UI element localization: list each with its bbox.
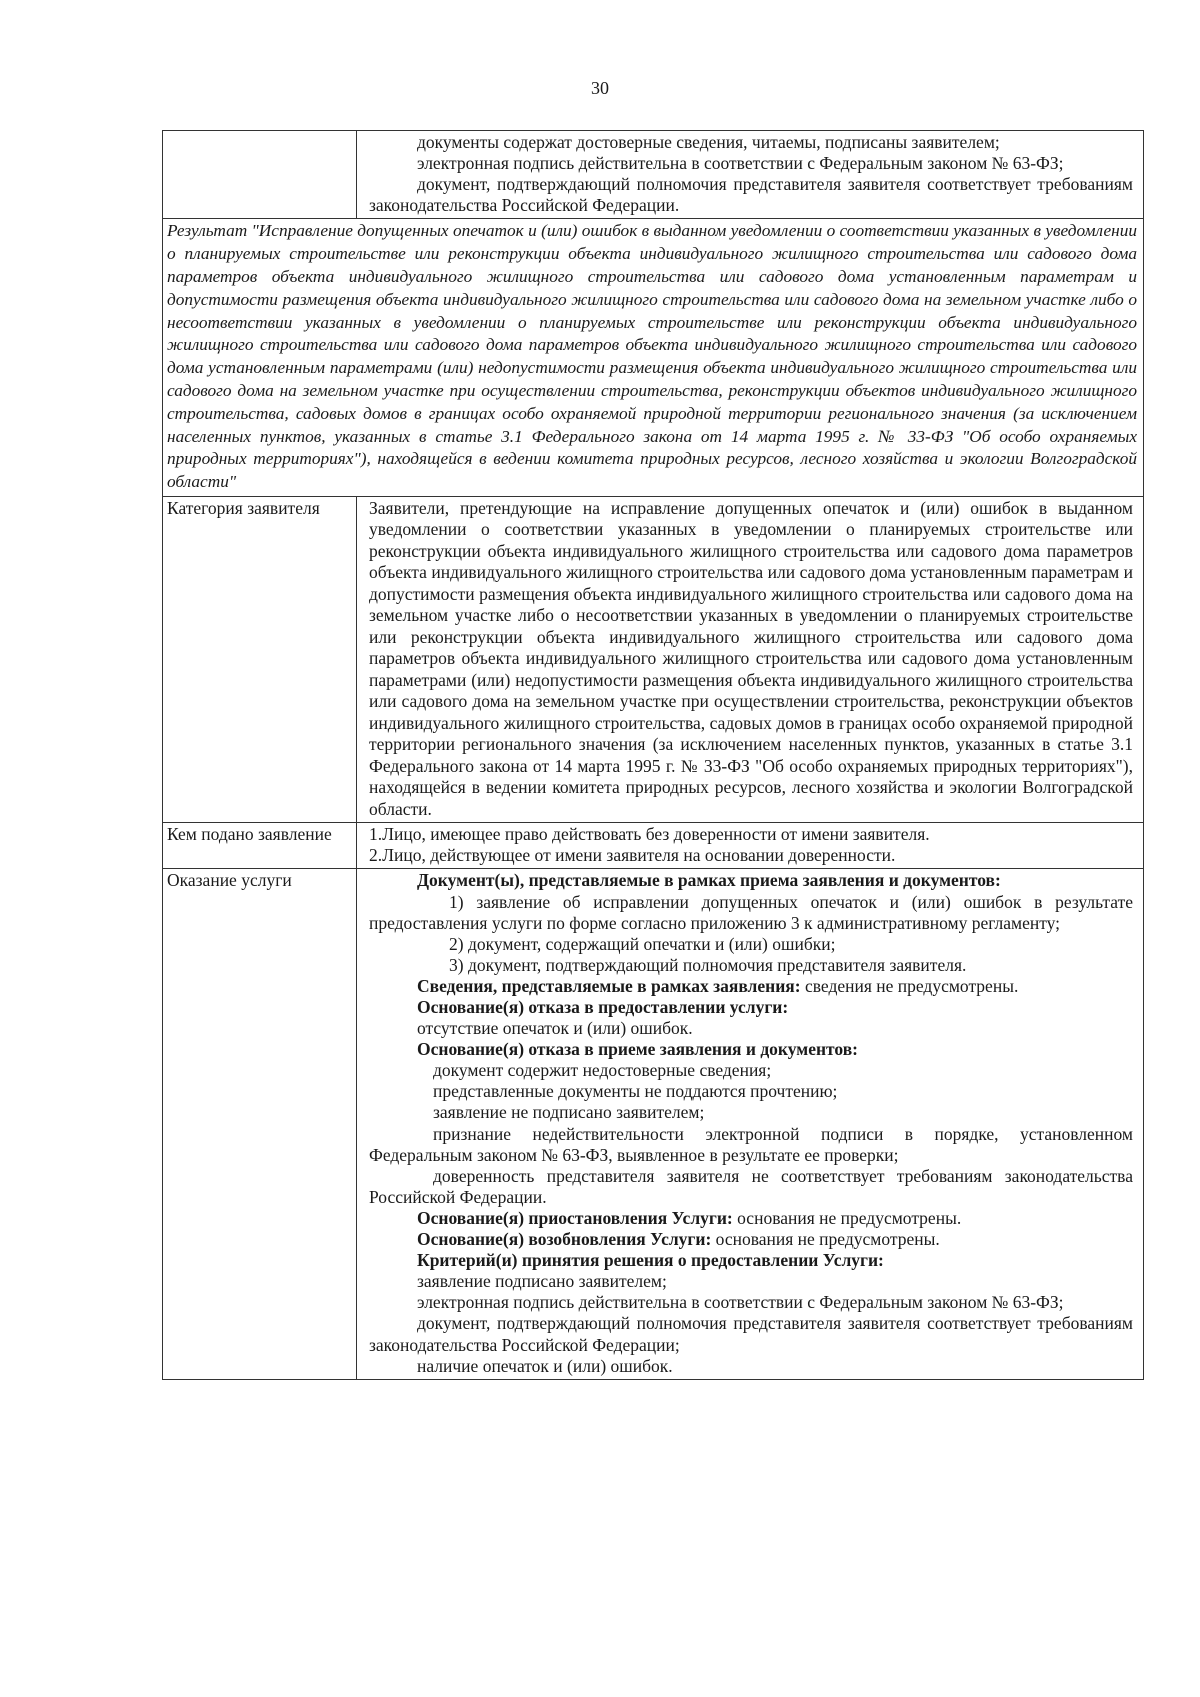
list-item: представленные документы не поддаются прочтению; [433, 1081, 838, 1102]
table-row [162, 219, 1144, 497]
document-table [162, 130, 1144, 1380]
list-item: 1) заявление об исправлении допущенных опечаток и (или) ошибок в результате предоставления услуги по форме согласно приложению 3 к административному регламенту; [369, 891, 1133, 933]
list-item: документ содержит недостоверные сведения; [433, 1060, 772, 1081]
docs-heading: Документ(ы), представляемые в рамках приема заявления и документов: [417, 870, 1001, 891]
applicant-cell [357, 823, 1143, 868]
info-text: сведения не предусмотрены. [800, 975, 1019, 996]
list-item: доверенность представителя заявителя не соответствует требованиям законодательства Российской Федерации. [369, 1165, 1133, 1207]
list-item: наличие опечаток и (или) ошибок. [417, 1355, 673, 1376]
page-number: 30 [591, 78, 609, 98]
list-item: признание недействительности электронной подписи в порядке, установленном Федеральным законом № 63-ФЗ, выявленное в результате ее проверки; [369, 1123, 1133, 1165]
list-item: отсутствие опечаток и (или) ошибок. [417, 1018, 693, 1039]
table-row [162, 497, 1144, 824]
suspend-text: основания не предусмотрены. [732, 1207, 962, 1228]
list-item: 3) документ, подтверждающий полномочия представителя заявителя. [449, 954, 967, 975]
table-row [162, 823, 1144, 869]
info-line [369, 976, 1133, 997]
list-item: электронная подпись действительна в соответствии с Федеральным законом № 63-ФЗ; [417, 1292, 1064, 1313]
table-row [162, 869, 1144, 1379]
suspend-heading: Основание(я) приостановления Услуги: [417, 1207, 733, 1228]
service-cell [357, 869, 1143, 1378]
service-label: Оказание услуги [163, 869, 357, 1378]
list-item: заявление подписано заявителем; [417, 1271, 667, 1292]
resume-heading: Основание(я) возобновления Услуги: [417, 1229, 712, 1250]
empty-cell [163, 131, 357, 218]
applicant-label: Кем подано заявление [163, 823, 357, 868]
list-item: 2) документ, содержащий опечатки и (или) ошибки; [449, 933, 836, 954]
table-row [162, 130, 1144, 219]
criteria-heading: Критерий(и) принятия решения о предоставлении Услуги: [417, 1250, 884, 1271]
list-item: 2.Лицо, действующее от имени заявителя на основании доверенности. [369, 845, 896, 866]
list-item: документ, подтверждающий полномочия представителя заявителя соответствует требованиям законодательства Российской Федерации; [369, 1313, 1133, 1355]
result-text: Результат "Исправление допущенных опечаток и (или) ошибок в выданном уведомлении о соответствии указанных в уведомлении о планируемых строительстве или реконструкции объекта индивидуального жилищного строительства или садового дома параметров объекта индивидуального жилищного строительства или садового дома установленным параметрам и допустимости размещения объекта индивидуального жилищного строительства или садового дома на земельном участке либо о несоответствии указанных в уведомлении о планируемых строительстве или реконструкции объекта индивидуального жилищного строительства или садового дома параметров объекта индивидуального жилищного строительства или садового дома установленным параметрами (или) недопустимости размещения объекта индивидуального жилищного строительства или садового дома на земельном участке при осуществлении строительства, реконструкции объектов индивидуального жилищного строительства, садовых домов в границах особо охраняемой природной территории регионального значения (за исключением населенных пунктов, указанных в статье 3.1 Федерального закона от 14 марта 1995 г. № 33-ФЗ "Об особо охраняемых природных территориях"), находящейся в ведении комитета природных ресурсов, лесного хозяйства и экологии Волгоградской области" [167, 221, 1137, 492]
list-item: электронная подпись действительна в соответствии с Федеральным законом № 63-ФЗ; [417, 153, 1064, 174]
list-item: документ, подтверждающий полномочия представителя заявителя соответствует требованиям законодательства Российской Федерации. [369, 174, 1133, 216]
resume-text: основания не предусмотрены. [711, 1229, 940, 1250]
suspend-line [369, 1208, 1133, 1229]
refusal-heading: Основание(я) отказа в предоставлении услуги: [417, 997, 789, 1017]
category-text: Заявители, претендующие на исправление допущенных опечаток и (или) ошибок в выданном уведомлении о соответствии указанных в уведомлении о планируемых строительстве или реконструкции объекта индивидуального жилищного строительства или садового дома параметров объекта индивидуального жилищного строительства или садового дома установленным параметрам и допустимости размещения объекта индивидуального жилищного строительства или садового дома на земельном участке либо о несоответствии указанных в уведомлении о планируемых строительстве или реконструкции объекта индивидуального жилищного строительства или садового дома параметров объекта индивидуального жилищного строительства или садового дома установленным параметрами (или) недопустимости размещения объекта индивидуального жилищного строительства или садового дома на земельном участке при осуществлении строительства, реконструкции объектов индивидуального жилищного строительства, садовых домов в границах особо охраняемой природной территории регионального значения (за исключением населенных пунктов, указанных в статье 3.1 Федерального закона от 14 марта 1995 г. № 33-ФЗ "Об особо охраняемых природных территориях"), находящейся в ведении комитета природных ресурсов, лесного хозяйства и экологии Волгоградской области. [369, 497, 1133, 819]
list-item: заявление не подписано заявителем; [433, 1102, 705, 1123]
list-item: 1.Лицо, имеющее право действовать без доверенности от имени заявителя. [369, 824, 930, 845]
list-item: документы содержат достоверные сведения, читаемы, подписаны заявителем; [417, 132, 1000, 152]
info-heading: Сведения, представляемые в рамках заявления: [417, 975, 801, 996]
resume-line [369, 1229, 1133, 1250]
reject-heading: Основание(я) отказа в приеме заявления и документов: [417, 1039, 859, 1060]
continuation-cell [357, 131, 1143, 218]
category-label: Категория заявителя [163, 497, 357, 823]
